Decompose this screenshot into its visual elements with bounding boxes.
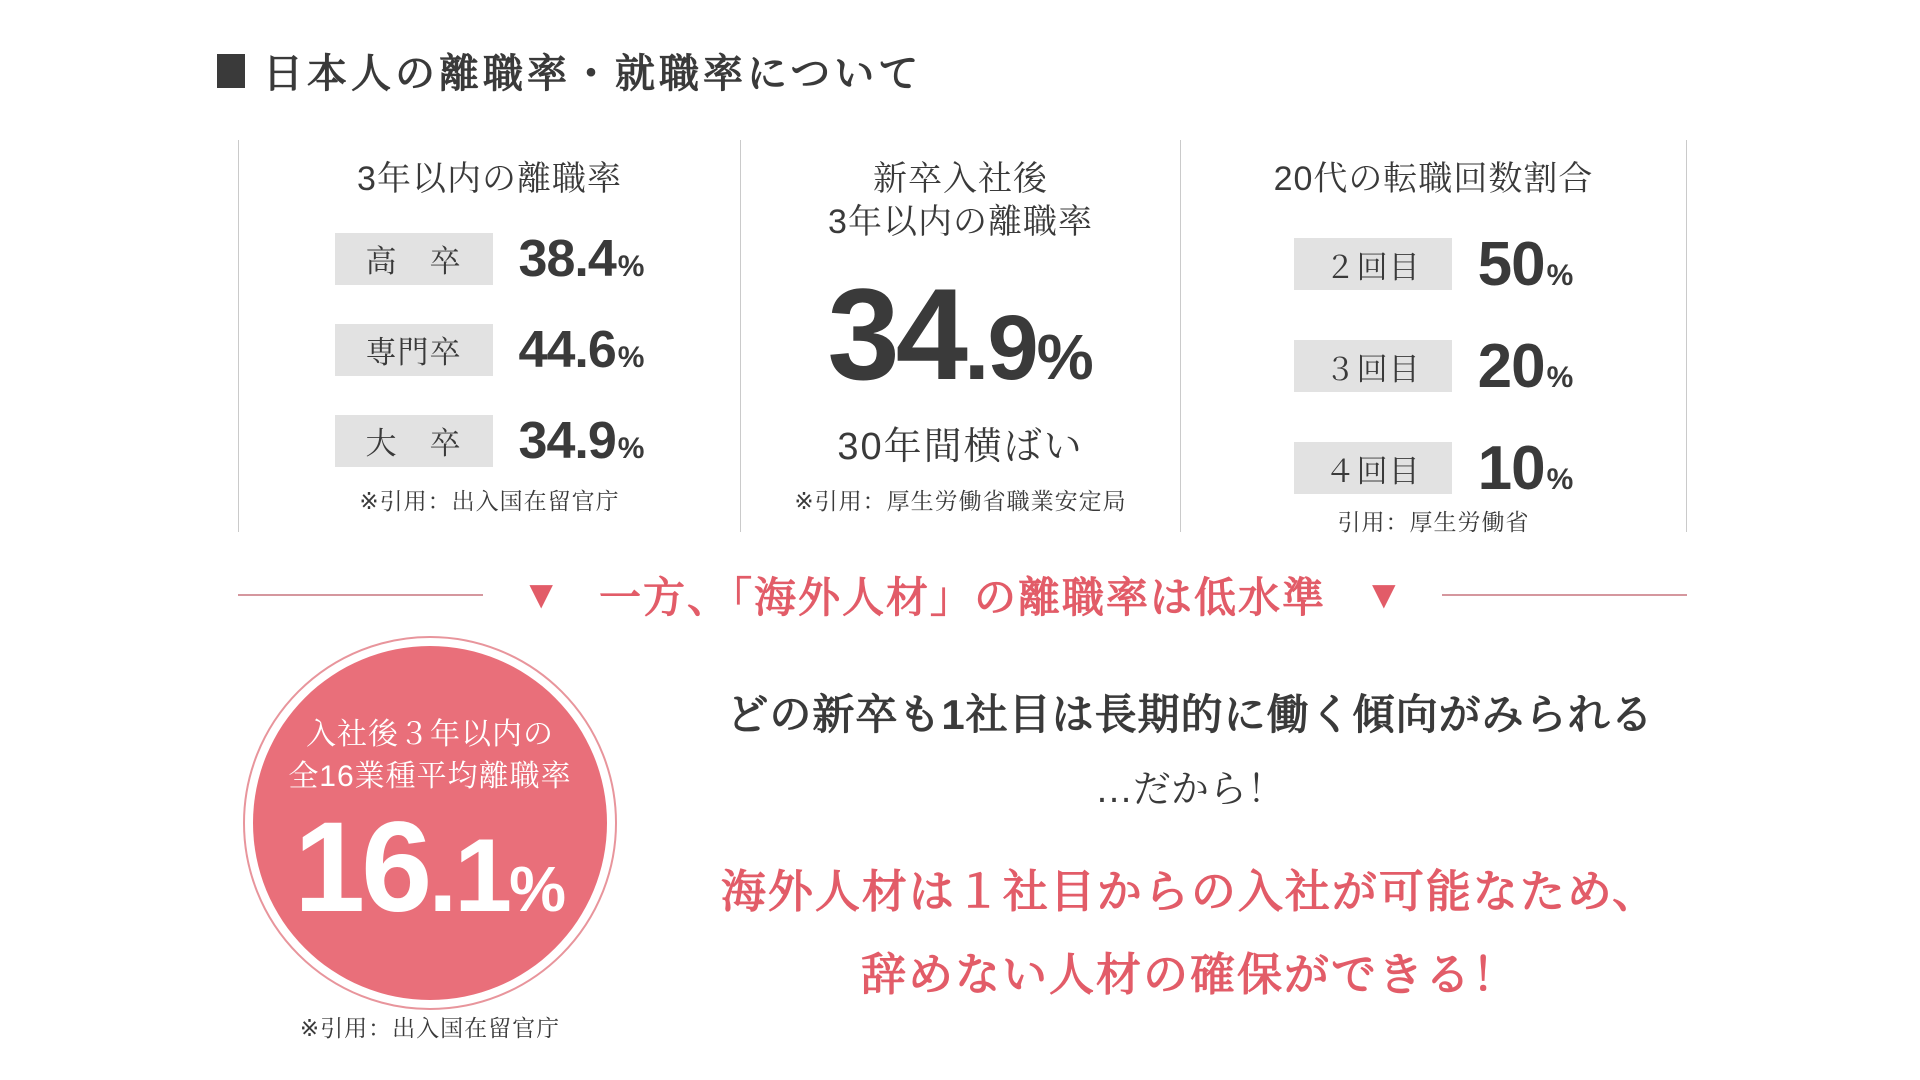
stat-row xyxy=(1294,229,1574,300)
stat-row xyxy=(1294,433,1574,504)
stat-value xyxy=(1478,331,1574,402)
big-stat-unit: % xyxy=(1036,321,1094,393)
panel-note: 30年間横ばい xyxy=(837,426,1084,468)
panel-new-grad-turnover xyxy=(740,140,1180,532)
panel-heading-line2: 3年以内の離職率 xyxy=(828,202,1093,241)
circle-caption-line2: 全16業種平均離職率 xyxy=(288,760,572,793)
stat-row xyxy=(335,320,645,380)
conclusion-highlight-line2: 辞めない人材の確保ができる！ xyxy=(860,949,1519,1000)
stat-panels xyxy=(238,140,1687,535)
stat-number: 50 xyxy=(1477,229,1545,299)
big-stat-integer: 34 xyxy=(827,261,964,407)
triangle-down-icon: ▼ xyxy=(1364,573,1404,617)
conclusion-line1: どの新卒も1社目は長期的に働く傾向がみられる xyxy=(726,691,1654,738)
stat-unit: % xyxy=(1546,258,1574,292)
stat-number: 10 xyxy=(1477,433,1545,503)
conclusion-highlight-line1: 海外人材は１社目からの入社が可能なため、 xyxy=(720,866,1660,917)
stat-label-box: 高 卒 xyxy=(335,233,493,285)
stat-rows xyxy=(335,229,645,471)
separator-text: 一方、「海外人材」の離職率は低水準 xyxy=(599,574,1327,621)
stat-row xyxy=(1294,331,1574,402)
stat-unit: % xyxy=(617,431,645,465)
stat-value xyxy=(519,229,645,289)
conclusion-line2: …だから！ xyxy=(1094,769,1285,811)
source-citation: ※引用：厚生労働省職業安定局 xyxy=(794,488,1127,514)
source-citation: ※引用：出入国在留官庁 xyxy=(299,1015,561,1041)
source-citation: 引用：厚生労働省 xyxy=(1337,508,1530,535)
stat-value xyxy=(1478,433,1574,504)
stat-label-box: 大 卒 xyxy=(335,415,493,467)
stat-value xyxy=(519,320,645,380)
stat-value xyxy=(519,411,645,471)
triangle-down-icon: ▼ xyxy=(521,573,561,617)
panel-heading xyxy=(828,158,1093,243)
big-stat-decimal: .9 xyxy=(963,297,1037,399)
panel-job-change-counts xyxy=(1180,140,1687,535)
stat-number: 44.6 xyxy=(518,320,616,379)
circle-stat-value xyxy=(293,796,566,939)
stat-unit: % xyxy=(617,249,645,283)
circle-stat-decimal: .1 xyxy=(428,818,510,934)
square-bullet-icon xyxy=(217,54,245,88)
panel-heading: 20代の転職回数割合 xyxy=(1273,160,1594,198)
stat-unit: % xyxy=(617,340,645,374)
page-title-text: 日本人の離職率・就職率について xyxy=(263,52,923,96)
source-citation: ※引用：出入国在留官庁 xyxy=(359,488,620,514)
circle-caption-line1: 入社後３年以内の xyxy=(306,718,554,751)
stat-unit: % xyxy=(1546,360,1574,394)
stat-number: 20 xyxy=(1477,331,1545,401)
big-stat-value xyxy=(827,261,1094,407)
highlight-circle xyxy=(243,636,617,1010)
stat-number: 34.9 xyxy=(518,411,616,470)
circle-stat-integer: 16 xyxy=(293,796,429,939)
separator-line-left xyxy=(238,594,483,596)
panel-heading: 3年以内の離職率 xyxy=(357,160,622,198)
panel-heading-line1: 新卒入社後 xyxy=(872,160,1048,198)
separator-line-right xyxy=(1442,594,1687,596)
stat-label-box: 専門卒 xyxy=(335,324,493,376)
stat-label-box: ２回目 xyxy=(1294,238,1452,290)
page-title xyxy=(217,42,922,99)
section-separator xyxy=(238,566,1687,624)
stat-row xyxy=(335,229,645,289)
stat-label-box: ４回目 xyxy=(1294,442,1452,494)
circle-stat-unit: % xyxy=(509,853,566,925)
stat-row xyxy=(335,411,645,471)
stat-unit: % xyxy=(1546,462,1574,496)
highlight-circle-fill xyxy=(253,646,607,1000)
stat-rows xyxy=(1294,229,1574,504)
stat-value xyxy=(1478,229,1574,300)
conclusion-block xyxy=(700,682,1680,1003)
stat-label-box: ３回目 xyxy=(1294,340,1452,392)
panel-turnover-within-3-years xyxy=(238,140,740,532)
stat-number: 38.4 xyxy=(518,229,616,288)
